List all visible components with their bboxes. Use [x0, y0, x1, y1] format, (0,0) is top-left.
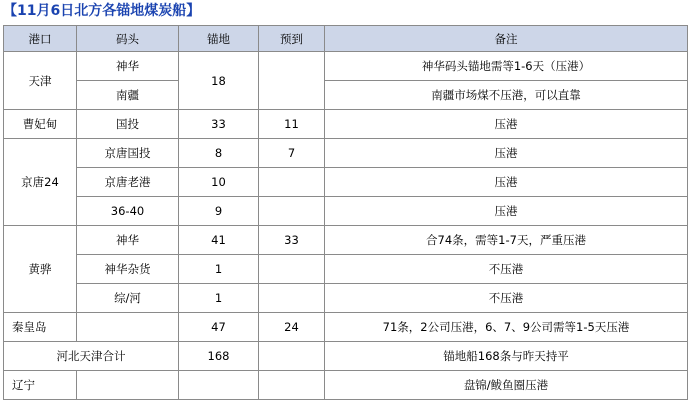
table-row	[4, 139, 688, 168]
wharf-cell: 36-40	[77, 197, 179, 226]
table-row	[4, 371, 688, 400]
port-cell: 京唐24	[4, 139, 77, 226]
expected-cell	[259, 197, 325, 226]
table-row	[4, 168, 688, 197]
table-row	[4, 52, 688, 81]
table-row	[4, 226, 688, 255]
expected-cell: 7	[259, 139, 325, 168]
expected-cell	[259, 371, 325, 400]
expected-cell: 33	[259, 226, 325, 255]
wharf-cell: 神华	[77, 226, 179, 255]
page-title: 【11月6日北方各锚地煤炭船】	[3, 3, 201, 19]
table-row	[4, 197, 688, 226]
expected-cell: 24	[259, 313, 325, 342]
anchorage-cell: 47	[179, 313, 259, 342]
wharf-cell: 南疆	[77, 81, 179, 110]
remarks-cell: 不压港	[325, 255, 688, 284]
remarks-cell: 盘锦/鲅鱼圈压港	[325, 371, 688, 400]
remarks-cell: 71条，2公司压港，6、7、9公司需等1-5天压港	[325, 313, 688, 342]
anchorage-cell: 10	[179, 168, 259, 197]
total-anchorage: 168	[179, 342, 259, 371]
total-remarks: 锚地船168条与昨天持平	[325, 342, 688, 371]
port-cell: 天津	[4, 52, 77, 110]
header-row	[4, 26, 688, 52]
table-row	[4, 313, 688, 342]
expected-cell	[259, 52, 325, 110]
header-anchorage: 锚地	[179, 26, 259, 52]
anchorage-cell: 18	[179, 52, 259, 110]
port-cell: 曹妃甸	[4, 110, 77, 139]
port-cell: 辽宁	[4, 371, 77, 400]
wharf-cell: 京唐老港	[77, 168, 179, 197]
remarks-cell: 压港	[325, 197, 688, 226]
total-expected	[259, 342, 325, 371]
anchorage-cell: 8	[179, 139, 259, 168]
header-remarks: 备注	[325, 26, 688, 52]
total-label: 河北天津合计	[4, 342, 179, 371]
wharf-cell: 京唐国投	[77, 139, 179, 168]
wharf-cell: 综/河	[77, 284, 179, 313]
wharf-cell: 神华杂货	[77, 255, 179, 284]
table-row	[4, 81, 688, 110]
remarks-cell: 压港	[325, 168, 688, 197]
expected-cell	[259, 284, 325, 313]
expected-cell	[259, 255, 325, 284]
header-port: 港口	[4, 26, 77, 52]
anchorage-cell: 33	[179, 110, 259, 139]
total-row	[4, 342, 688, 371]
anchorage-cell: 9	[179, 197, 259, 226]
expected-cell	[259, 168, 325, 197]
wharf-cell	[77, 371, 179, 400]
table-row	[4, 284, 688, 313]
anchorage-cell: 1	[179, 255, 259, 284]
anchorage-cell: 1	[179, 284, 259, 313]
expected-cell: 11	[259, 110, 325, 139]
anchorage-table	[3, 25, 688, 400]
header-expected: 预到	[259, 26, 325, 52]
anchorage-cell	[179, 371, 259, 400]
remarks-cell: 南疆市场煤不压港，可以直靠	[325, 81, 688, 110]
wharf-cell: 神华	[77, 52, 179, 81]
remarks-cell: 压港	[325, 110, 688, 139]
port-cell: 黄骅	[4, 226, 77, 313]
table-row	[4, 110, 688, 139]
wharf-cell: 国投	[77, 110, 179, 139]
remarks-cell: 不压港	[325, 284, 688, 313]
remarks-cell: 神华码头锚地需等1-6天（压港）	[325, 52, 688, 81]
port-cell: 秦皇岛	[4, 313, 77, 342]
anchorage-cell: 41	[179, 226, 259, 255]
table-row	[4, 255, 688, 284]
remarks-cell: 合74条，需等1-7天，严重压港	[325, 226, 688, 255]
wharf-cell	[77, 313, 179, 342]
header-wharf: 码头	[77, 26, 179, 52]
remarks-cell: 压港	[325, 139, 688, 168]
